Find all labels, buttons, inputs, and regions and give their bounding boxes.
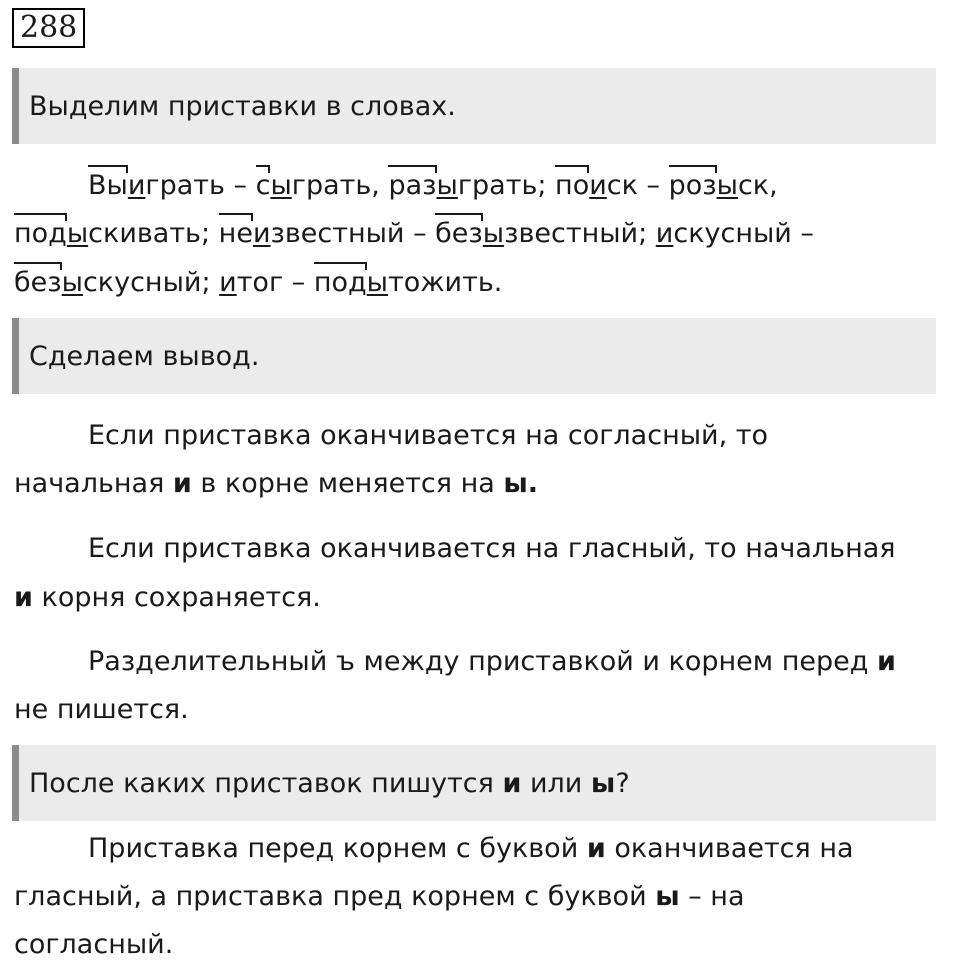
underlined-letter: и [655,218,674,249]
prefix-text: раз [388,170,437,201]
example-word [314,267,494,298]
prefix-text: с [255,170,271,201]
prefix-text: под [14,218,67,249]
word-prefix [256,166,271,206]
word-prefix [669,166,717,206]
word-rest: скивать [88,218,201,249]
answer-line2 [14,877,745,917]
examples-line-2 [14,214,814,254]
text: ? [615,767,630,799]
word-prefix [14,263,62,303]
prefix-text: не [218,218,253,249]
text: Приставка перед корнем с буквой [88,833,587,864]
conclusion-p3-line2: не пишется. [14,694,189,725]
word-rest: звестный [270,218,405,249]
word-rest: скусный [82,267,202,298]
conclusion-p2-line1: Если приставка оканчивается на гласный, то начальная [88,533,896,564]
separator: ; [638,218,656,249]
underlined-letter: ы [436,170,458,201]
separator: – [283,267,314,298]
text: или [521,767,591,799]
conclusion-p3-line1 [88,642,896,682]
bold-letter: и [502,767,522,799]
answer-line3: согласный. [14,929,174,960]
example-word [555,170,638,201]
example-word [14,218,201,249]
example-word [435,218,638,249]
word-prefix [314,263,367,303]
word-prefix [555,166,589,206]
example-word [88,170,225,201]
bold-letter: и [14,582,33,613]
example-word [669,170,770,201]
prefix-text: Вы [88,170,128,201]
text: начальная [14,468,173,499]
bold-letter: ы [590,767,616,799]
underlined-letter: ы [716,170,738,201]
underlined-letter: ы [366,267,388,298]
conclusion-p2-line2 [14,578,321,618]
word-rest: ск [737,170,770,201]
example-word [14,267,201,298]
prefix-text: под [313,267,367,298]
word-rest: скусный [673,218,792,249]
text: гласный, а приставка пред корнем с буквой [14,881,656,912]
underlined-letter: ы [61,267,83,298]
section-heading-3 [12,745,936,821]
underlined-letter: ы [270,170,292,201]
bold-letter: ы [503,468,528,499]
text: – на [679,881,745,912]
prefix-text: без [14,267,62,298]
bold-letter: ы [655,881,680,912]
underlined-letter: и [589,170,607,201]
heading-text: Сделаем вывод. [29,340,260,372]
text: корня сохраняется. [32,582,321,613]
examples-line-1 [88,166,778,206]
prefix-text: роз [668,170,717,201]
underlined-letter: и [252,218,271,249]
example-word [388,170,537,201]
section-heading-1 [12,68,936,144]
text: оканчивается на [605,833,854,864]
separator: . [493,267,503,298]
word-rest: грать [291,170,372,201]
separator: ; [200,218,219,249]
word-rest: тожить [387,267,494,298]
task-number: 288 [12,8,85,48]
prefix-text: без [435,218,483,249]
separator: – [637,170,669,201]
bold-letter: и [586,833,606,864]
text: в корне меняется на [191,468,504,499]
word-prefix [388,166,436,206]
heading-text [29,768,630,799]
separator: – [791,218,814,249]
separator: , [769,170,778,201]
underlined-letter: и [219,267,237,298]
section-heading-2 [12,318,936,394]
separator: – [224,170,256,201]
prefix-text: по [555,170,590,201]
underlined-letter: ы [66,218,89,249]
word-rest: ск [606,170,638,201]
word-rest: тог [236,267,284,298]
word-prefix [219,214,253,254]
bold-letter: и [876,646,896,677]
separator: ; [537,170,556,201]
separator: – [404,218,436,249]
bold-letter: и [172,468,192,499]
separator: , [371,170,389,201]
word-prefix [14,214,67,254]
example-word [656,218,792,249]
word-prefix [88,166,128,206]
underlined-letter: ы [482,218,505,249]
separator: ; [201,267,220,298]
underlined-letter: и [127,170,146,201]
answer-line1 [88,829,854,869]
example-word [219,267,283,298]
examples-line-3 [14,263,502,303]
example-word [256,170,372,201]
word-rest: грать [457,170,538,201]
word-rest: звестный [504,218,639,249]
text: После каких приставок пишутся [29,767,503,799]
conclusion-p1-line2 [14,464,538,504]
heading-text: Выделим приставки в словах. [29,90,456,122]
conclusion-p1-line1: Если приставка оканчивается на согласный, то [88,420,768,451]
word-prefix [435,214,483,254]
word-rest: грать [145,170,225,201]
text: . [527,468,539,499]
example-word [219,218,405,249]
text: Разделительный ъ между приставкой и корнем перед [88,646,877,677]
